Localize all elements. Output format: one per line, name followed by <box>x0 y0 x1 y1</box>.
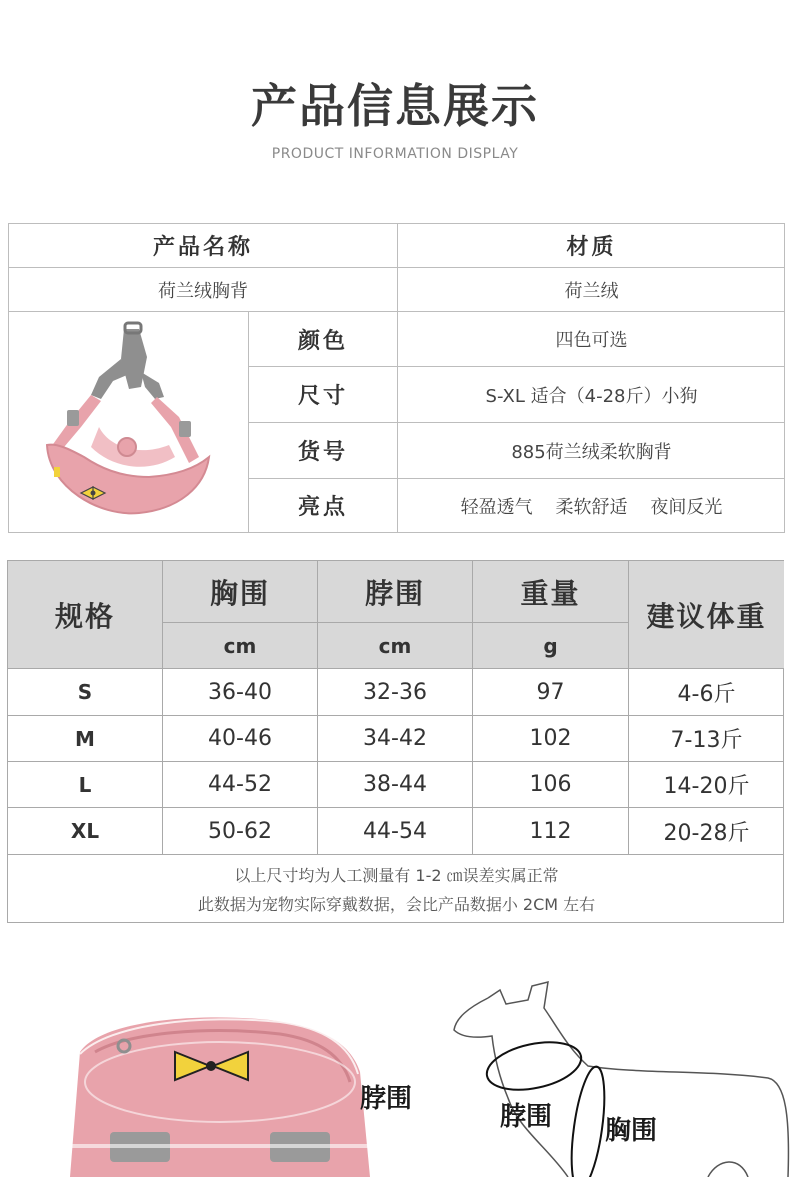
dog-outline-diagram <box>448 978 790 1177</box>
info-label-size: 尺寸 <box>249 367 398 423</box>
suggest-weight-value: 14-20斤 <box>629 762 784 808</box>
harness-closeup-image <box>70 1012 370 1177</box>
size-chart-table <box>7 560 784 923</box>
chest-header: 胸围 <box>163 561 318 623</box>
chest-value: 44-52 <box>163 762 318 808</box>
weight-header: 重量 <box>473 561 629 623</box>
chest-value: 50-62 <box>163 808 318 855</box>
product-name-header: 产品名称 <box>9 224 398 268</box>
info-value-highlights: 轻盈透气 柔软舒适 夜间反光 <box>460 496 723 518</box>
material-header: 材质 <box>398 224 785 268</box>
neck-header: 脖围 <box>318 561 473 623</box>
page-subtitle: PRODUCT INFORMATION DISPLAY <box>271 146 519 162</box>
neck-value: 34-42 <box>318 716 473 762</box>
info-value-size: S-XL 适合（4-28斤）小狗 <box>398 367 785 423</box>
product-info-table <box>8 223 785 533</box>
chest-unit: cm <box>163 623 318 669</box>
material-value: 荷兰绒 <box>398 268 785 312</box>
harness-product-image <box>29 317 229 527</box>
suggest-weight-value: 7-13斤 <box>629 716 784 762</box>
neck-value: 38-44 <box>318 762 473 808</box>
size-label: M <box>8 716 163 762</box>
neck-value: 32-36 <box>318 669 473 716</box>
weight-value: 102 <box>473 716 629 762</box>
measurement-note-1: 以上尺寸均为人工测量有 1-2 ㎝误差实属正常 <box>234 866 559 885</box>
chest-value: 36-40 <box>163 669 318 716</box>
size-label: L <box>8 762 163 808</box>
size-label: XL <box>8 808 163 855</box>
product-image-cell <box>9 312 249 532</box>
info-label-color: 颜色 <box>249 312 398 367</box>
info-value-item-no: 885荷兰绒柔软胸背 <box>398 423 785 479</box>
info-value-color: 四色可选 <box>398 312 785 367</box>
info-label-highlights: 亮点 <box>249 479 398 532</box>
suggest-weight-header: 建议体重 <box>629 561 784 669</box>
size-label: S <box>8 669 163 716</box>
chest-value: 40-46 <box>163 716 318 762</box>
harness-neck-label: 脖围 <box>360 1084 413 1114</box>
weight-value: 112 <box>473 808 629 855</box>
weight-unit: g <box>473 623 629 669</box>
page-title: 产品信息展示 <box>251 79 539 133</box>
dog-chest-label: 胸围 <box>605 1116 658 1146</box>
weight-value: 106 <box>473 762 629 808</box>
product-name-value: 荷兰绒胸背 <box>9 268 398 312</box>
info-label-item-no: 货号 <box>249 423 398 479</box>
dog-neck-label: 脖围 <box>500 1102 553 1132</box>
suggest-weight-value: 20-28斤 <box>629 808 784 855</box>
spec-header: 规格 <box>8 561 163 669</box>
neck-value: 44-54 <box>318 808 473 855</box>
neck-unit: cm <box>318 623 473 669</box>
measurement-note-2: 此数据为宠物实际穿戴数据，会比产品数据小 2CM 左右 <box>197 895 596 914</box>
suggest-weight-value: 4-6斤 <box>629 669 784 716</box>
weight-value: 97 <box>473 669 629 716</box>
